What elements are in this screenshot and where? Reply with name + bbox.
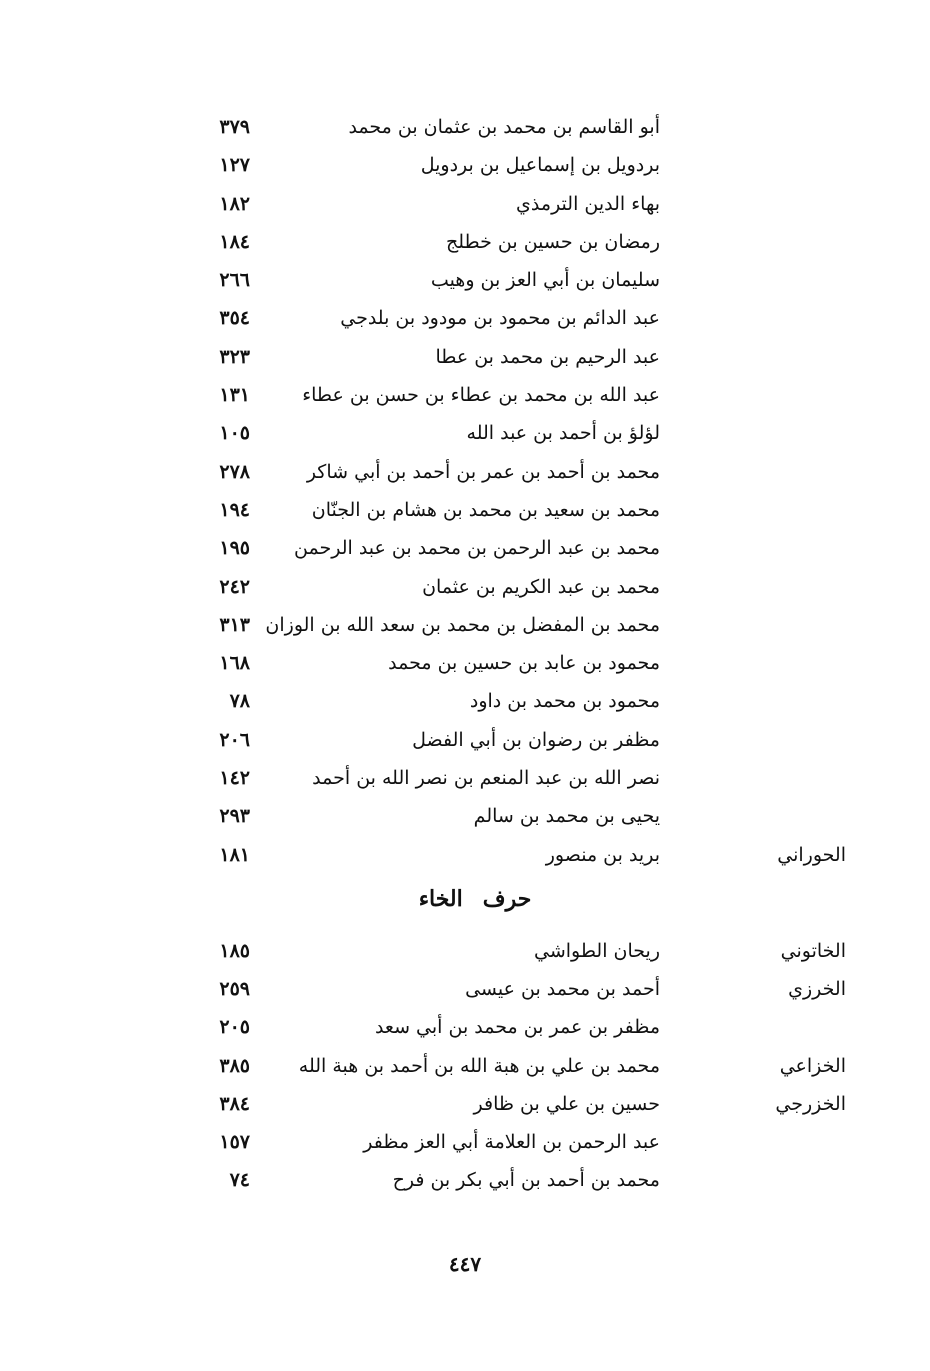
page-reference: ١٨٢ [219,192,250,215]
index-entry [0,261,930,299]
page-reference: ١٨٤ [219,230,250,253]
index-entry [0,146,930,184]
page-reference: ٢٧٨ [219,460,250,483]
page-reference: ١٠٥ [219,422,250,445]
index-entry [0,836,930,874]
index-entry [0,299,930,337]
person-name: حسين بن علي بن ظافر [473,1092,660,1115]
page-reference: ٢٤٢ [219,575,250,598]
index-entry [0,185,930,223]
index-entry [0,491,930,529]
person-name: محمود بن محمد بن داود [469,690,660,713]
index-entry [0,338,930,376]
nisba-label: الخاتوني [780,940,846,962]
page-reference: ٢٦٦ [219,269,250,292]
page-reference: ٣٨٥ [219,1054,250,1077]
person-name: نصر الله بن عبد المنعم بن نصر الله بن أحمد [312,767,660,790]
index-entry [0,376,930,414]
heading-word: حرف [482,886,532,912]
section-heading [0,886,930,912]
page-reference: ١٩٤ [219,498,250,521]
person-name: محمد بن أحمد بن عمر بن أحمد بن أبي شاكر [306,460,660,483]
person-name: محمد بن عبد الكريم بن عثمان [422,575,660,598]
index-entry [0,606,930,644]
person-name: مظفر بن عمر بن محمد بن أبي سعد [374,1016,660,1039]
page-reference: ١٩٥ [219,537,250,560]
person-name: محمود بن عابد بن حسين بن محمد [388,652,660,675]
person-name: مظفر بن رضوان بن أبي الفضل [412,728,660,751]
person-name: أحمد بن محمد بن عيسى [465,978,660,1001]
index-entry [0,721,930,759]
page-reference: ١٥٧ [219,1130,250,1153]
page-reference: ٧٨ [229,690,250,713]
index-entry [0,108,930,146]
person-name: محمد بن أحمد بن أبي بكر بن فرح [392,1169,660,1192]
person-name: عبد الرحمن بن العلامة أبي العز مظفر [363,1130,660,1153]
page-reference: ٧٤ [229,1169,250,1192]
nisba-label: الحوراني [777,843,846,866]
person-name: عبد الرحيم بن محمد بن عطا [435,345,660,368]
page-reference: ٣٨٤ [219,1092,250,1115]
index-entry [0,453,930,491]
index-entry [0,1085,930,1123]
person-name: محمد بن علي بن هبة الله بن أحمد بن هبة الله [298,1054,660,1077]
index-entry [0,1161,930,1199]
index-entry [0,759,930,797]
index-entry [0,932,930,970]
nisba-label: الخزاعي [779,1054,846,1077]
index-entry [0,414,930,452]
index-entry [0,223,930,261]
person-name: رمضان بن حسين بن خطلج [445,230,660,253]
index-entry [0,970,930,1008]
page-reference: ١٣١ [219,384,250,407]
page-reference: ١٦٨ [219,652,250,675]
index-entry [0,644,930,682]
index-entry [0,529,930,567]
page-reference: ٣٥٤ [219,307,250,330]
person-name: محمد بن المفضل بن محمد بن سعد الله بن الوزان [265,613,660,636]
page-reference: ١٨١ [219,843,250,866]
person-name: أبو القاسم بن محمد بن عثمان بن محمد [348,116,660,138]
page-reference: ٢٠٥ [219,1016,250,1039]
page-reference: ٣٧٩ [219,116,250,138]
index-entry [0,1047,930,1085]
person-name: بريد بن منصور [545,843,660,866]
person-name: يحيى بن محمد بن سالم [473,805,660,828]
person-name: بردويل بن إسماعيل بن بردويل [420,154,660,177]
nisba-label: الخرزي [788,978,846,1001]
page-reference: ٣١٣ [219,613,250,636]
page-reference: ٢٠٦ [219,728,250,751]
nisba-label: الخزرجي [775,1092,846,1115]
person-name: عبد الدائم بن محمود بن مودود بن بلدجي [340,307,660,330]
page-reference: ٣٢٣ [219,345,250,368]
index-entry [0,682,930,720]
entries-section-b [0,932,930,1199]
page-reference: ١٢٧ [219,154,250,177]
person-name: بهاء الدين الترمذي [516,192,660,215]
person-name: عبد الله بن محمد بن عطاء بن حسن بن عطاء [302,384,660,407]
person-name: لؤلؤ بن أحمد بن عبد الله [466,422,660,445]
page-reference: ١٨٥ [219,940,250,962]
index-entry [0,1008,930,1046]
person-name: محمد بن عبد الرحمن بن محمد بن عبد الرحمن [294,537,660,560]
person-name: سليمان بن أبي العز بن وهيب [430,269,660,292]
heading-letter: الخاء [418,886,463,912]
page-reference: ٢٥٩ [219,978,250,1001]
person-name: محمد بن سعيد بن محمد بن هشام بن الجنّان [311,498,660,521]
index-entry [0,797,930,835]
index-entry [0,568,930,606]
entries-section-a [0,108,930,874]
page-reference: ٢٩٣ [219,805,250,828]
index-entry [0,1123,930,1161]
page-number: ٤٤٧ [448,1252,482,1276]
page-reference: ١٤٢ [219,767,250,790]
person-name: ريحان الطواشي [533,940,660,962]
